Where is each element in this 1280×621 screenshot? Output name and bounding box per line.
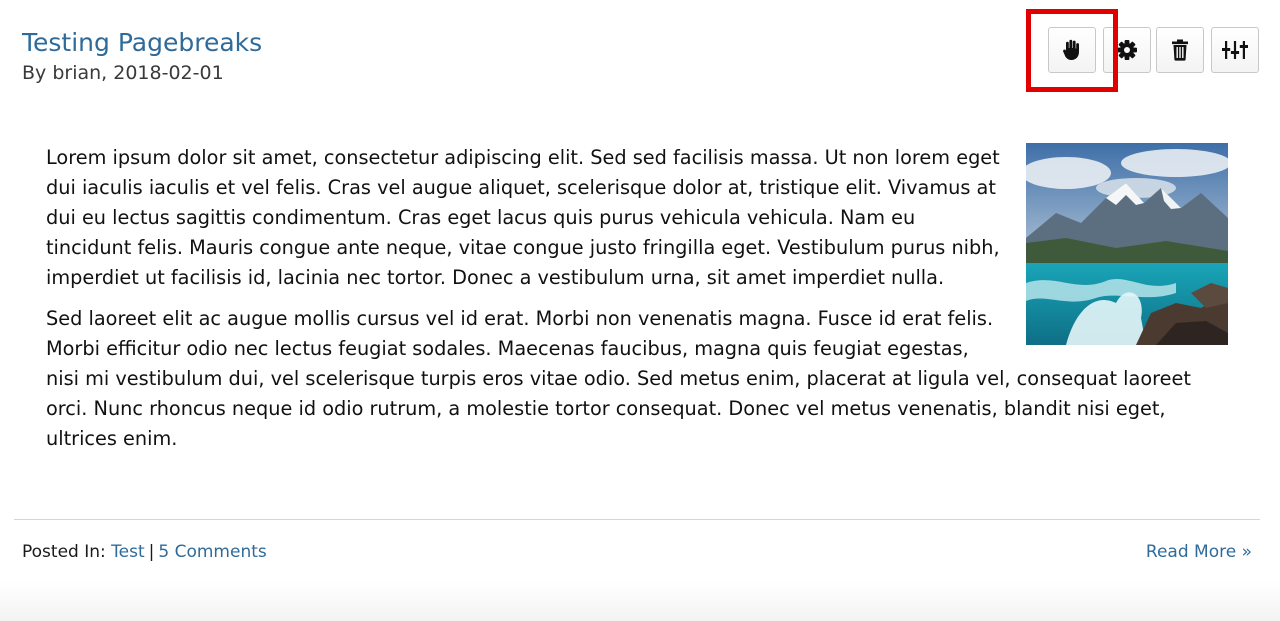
post-footer [22, 540, 1252, 564]
trash-icon [1171, 39, 1189, 61]
category-link[interactable]: Test [111, 542, 145, 562]
drag-handle-button[interactable] [1048, 27, 1096, 73]
post-paragraph: Lorem ipsum dolor sit amet, consectetur adipiscing elit. Sed sed facilisis massa. Ut non lorem eget dui iaculis iaculis et vel felis. Cras vel augue aliquet, scelerisque dolor at, tristique elit. Vivamus at dui eu lectus sagittis condimentum. Cras eget lacus quis purus vehicula vehicula. Nam eu tincidunt felis. Mauris congue ante neque, vitae congue justo fringilla eget. Vestibulum purus nibh, imperdiet ut facilisis id, lacinia nec tortor. Donec a vestibulum urna, sit amet imperdiet nulla. [46, 146, 1000, 289]
read-more-link[interactable]: Read More » [1145, 542, 1252, 562]
post-paragraph: Sed laoreet elit ac augue mollis cursus vel id erat. Morbi non venenatis magna. Fusce id erat felis. Morbi efficitur odio nec lectus feugiat sodales. Maecenas faucibus, magna quis feugiat egestas, nisi mi vestibulum dui, vel scelerisque turpis eros vitae odio. Sed metus enim, placerat at ligula vel, consequat laoreet orci. Nunc rhoncus neque id odio rutrum, a molestie tortor consequat. Donec vel metus venenatis, blandit nisi eget, ultrices enim. [46, 307, 1191, 450]
sliders-icon [1222, 39, 1248, 61]
adjust-button[interactable] [1211, 27, 1259, 73]
post-header [22, 26, 262, 86]
footer-divider [14, 519, 1260, 520]
post-body [46, 143, 1228, 465]
bottom-fade [0, 581, 1280, 621]
read-more-container [1146, 540, 1252, 564]
post-categories [22, 540, 267, 564]
post-meta: By brian, 2018-02-01 [22, 62, 224, 84]
delete-button[interactable] [1156, 27, 1204, 73]
post-image [1026, 143, 1228, 345]
settings-button[interactable] [1103, 27, 1151, 73]
hand-icon [1062, 39, 1082, 61]
comments-link[interactable]: 5 Comments [158, 542, 267, 562]
gear-icon [1116, 39, 1138, 61]
separator: | [148, 542, 155, 562]
posted-in-label: Posted In: [22, 542, 112, 562]
post-title[interactable]: Testing Pagebreaks [22, 28, 263, 57]
